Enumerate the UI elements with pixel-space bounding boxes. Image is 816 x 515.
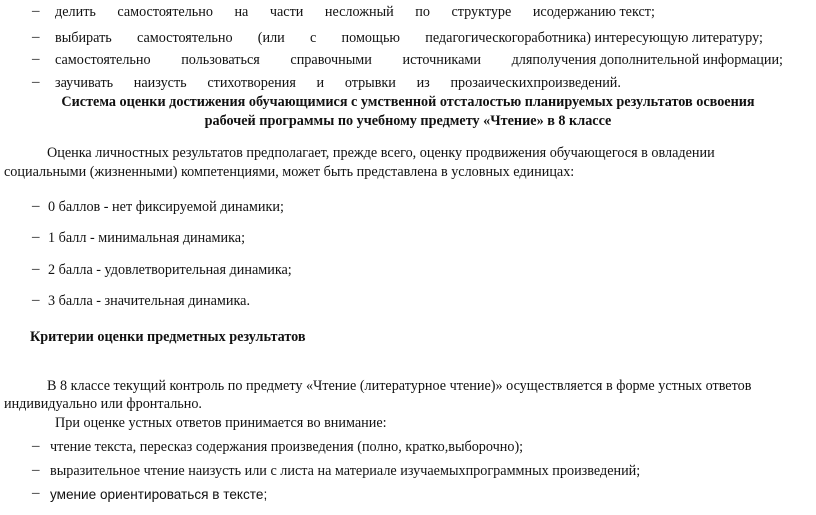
bullet-dash: – xyxy=(32,29,40,45)
list-word: исодержанию текст; xyxy=(532,4,655,20)
paragraph-line: В 8 классе текущий контроль по предмету «Чтение (литературное чтение)» осуществляется в форме устных ответов xyxy=(47,378,752,394)
list-word: заучивать xyxy=(55,75,114,91)
list-word: части xyxy=(269,4,304,20)
bullet-dash: – xyxy=(32,292,40,308)
list-item-text xyxy=(55,3,655,21)
paragraph-line: социальными (жизненными) компетенциями, может быть представлена в условных единицах: xyxy=(4,164,575,180)
list-word: самостоятельно xyxy=(117,4,213,20)
list-item: выразительное чтение наизусть или с листа на материале изучаемыхпрограммных произведений; xyxy=(50,463,641,479)
list-word: (или xyxy=(257,30,285,46)
list-item: умение ориентироваться в тексте; xyxy=(50,487,268,502)
list-word: делить xyxy=(55,4,96,20)
list-word: самостоятельно xyxy=(136,30,233,46)
list-word: справочными xyxy=(290,52,372,68)
list-word: отрывки xyxy=(344,75,396,91)
list-word: дляполучения дополнительной информации; xyxy=(511,52,783,68)
list-word: педагогическогоработника) интересующую литературу; xyxy=(425,30,763,46)
list-word: структуре xyxy=(451,4,512,20)
list-word: с xyxy=(310,30,317,46)
list-item: 0 баллов - нет фиксируемой динамики; xyxy=(48,199,284,215)
bullet-dash: – xyxy=(32,438,40,454)
paragraph-line: Оценка личностных результатов предполагает, прежде всего, оценку продвижения обучающегося в овладении xyxy=(47,145,715,161)
bullet-dash: – xyxy=(32,229,40,245)
list-item: 3 балла - значительная динамика. xyxy=(48,293,251,309)
paragraph-line: индивидуально или фронтально. xyxy=(4,396,202,412)
list-word: выбирать xyxy=(55,30,112,46)
list-word: из xyxy=(416,75,430,91)
bullet-dash: – xyxy=(32,261,40,277)
list-word: наизусть xyxy=(133,75,187,91)
bullet-dash: – xyxy=(32,198,40,214)
list-item-text xyxy=(55,29,763,47)
bullet-dash: – xyxy=(32,485,40,501)
bullet-dash: – xyxy=(32,74,40,90)
list-item-text xyxy=(55,74,621,92)
list-word: несложный xyxy=(324,4,394,20)
bullet-dash: – xyxy=(32,462,40,478)
list-word: пользоваться xyxy=(181,52,260,68)
paragraph-line: При оценке устных ответов принимается во внимание: xyxy=(55,415,387,431)
list-word: стихотворения xyxy=(207,75,296,91)
list-word: по xyxy=(415,4,430,20)
list-word: на xyxy=(234,4,249,20)
list-item-text xyxy=(55,51,783,69)
criteria-heading: Критерии оценки предметных результатов xyxy=(30,329,306,345)
list-item: 2 балла - удовлетворительная динамика; xyxy=(48,262,292,278)
list-item: 1 балл - минимальная динамика; xyxy=(48,230,246,246)
list-word: самостоятельно xyxy=(55,52,151,68)
list-word: прозаическихпроизведений. xyxy=(450,75,621,91)
list-word: помощью xyxy=(341,30,401,46)
list-word: источниками xyxy=(402,52,481,68)
list-item: чтение текста, пересказ содержания произведения (полно, кратко,выборочно); xyxy=(50,439,524,455)
bullet-dash: – xyxy=(32,3,40,19)
bullet-dash: – xyxy=(32,51,40,67)
section-heading-line1: Система оценки достижения обучающимися с умственной отсталостью планируемых результатов освоения xyxy=(61,94,755,110)
section-heading-line2: рабочей программы по учебному предмету «Чтение» в 8 классе xyxy=(204,113,612,129)
list-word: и xyxy=(316,75,325,91)
